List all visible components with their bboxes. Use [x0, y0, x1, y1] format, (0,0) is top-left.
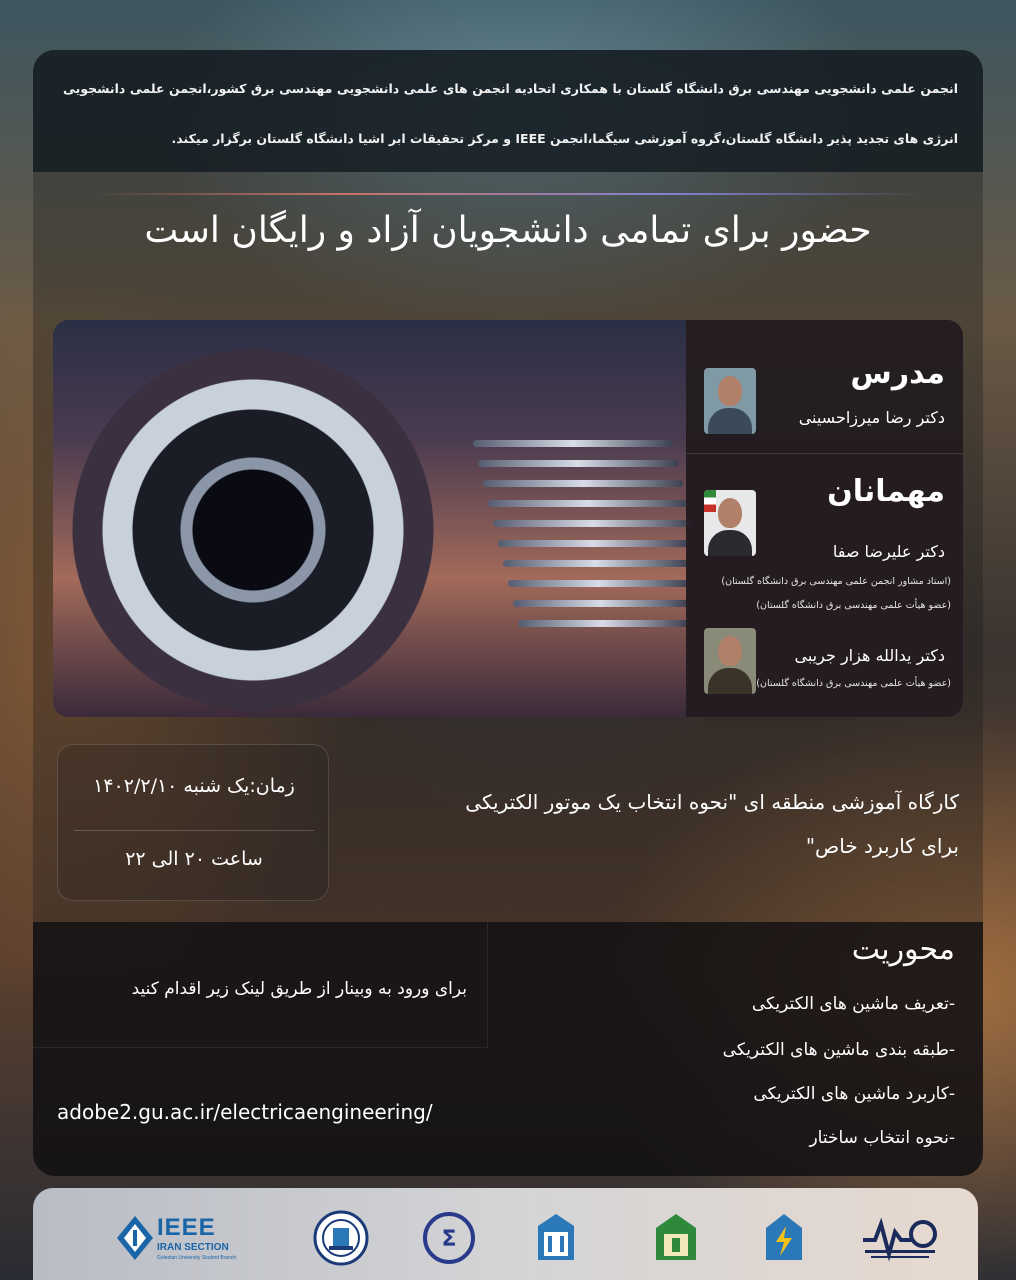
electric-motor-image — [53, 320, 686, 717]
webinar-box — [33, 922, 488, 1048]
speakers-panel — [686, 320, 963, 717]
ieee-section-label: IRAN SECTION — [157, 1242, 229, 1253]
time-box — [57, 744, 329, 901]
sigma-group-logo — [421, 1210, 477, 1266]
guest-2-photo — [704, 628, 756, 694]
organizers-header — [33, 50, 983, 172]
workshop-title-line-1: کارگاه آموزشی منطقه ای "نحوه انتخاب یک موتور الکتریکی — [465, 790, 959, 814]
workshop-title-line-2: برای کاربرد خاص" — [805, 834, 959, 858]
instructor-photo — [704, 368, 756, 434]
organizers-text: انجمن علمی دانشجویی مهندسی برق دانشگاه گلستان با همکاری اتحادیه انجمن های علمی دانشجویی مهندسی برق کشور،انجمن علمی دانشجویی انرژی های تجدید پذیر دانشگاه گلستان،گروه آموزشی سیگما،انجمن IEEE و مرکز تحقیقات ابر اشیا دانشگاه گلستان برگزار میکند. — [63, 81, 958, 146]
guest-2-note-1: (عضو هیأت علمی مهندسی برق دانشگاه گلستان) — [756, 678, 951, 689]
ieee-branch-label: Golestan University Student Branch — [157, 1255, 237, 1261]
bottom-section — [33, 922, 983, 1176]
guest-1-name: دکتر علیرضا صفا — [832, 542, 945, 561]
guest-1-note-2: (عضو هیأت علمی مهندسی برق دانشگاه گلستان) — [756, 600, 951, 611]
electrical-engineering-association-logo — [756, 1210, 812, 1266]
topic-item: -نحوه انتخاب ساختار — [809, 1128, 955, 1148]
svg-text:Σ: Σ — [441, 1227, 457, 1252]
sponsors-logos-bar — [33, 1188, 978, 1280]
ieee-wordmark: IEEE — [157, 1214, 216, 1241]
topics-heading: محوریت — [851, 932, 955, 967]
ieee-logo — [115, 1210, 245, 1266]
instructor-name: دکتر رضا میرزاحسینی — [798, 408, 945, 427]
instructor-heading: مدرس — [850, 356, 945, 391]
golestan-university-logo — [528, 1210, 584, 1266]
webinar-link[interactable]: adobe2.gu.ac.ir/electricaengineering/ — [57, 1100, 433, 1124]
national-student-association-logo — [861, 1210, 941, 1266]
topic-item: -طبقه بندی ماشین های الکتریکی — [722, 1040, 955, 1060]
topic-item: -تعریف ماشین های الکتریکی — [751, 994, 955, 1014]
guest-1-note-1: (استاد مشاور انجمن علمی مهندسی برق دانشگاه گلستان) — [721, 576, 951, 587]
event-hours: ساعت ۲۰ الی ۲۲ — [125, 848, 263, 870]
main-panel — [33, 50, 983, 1176]
guests-heading: مهمانان — [827, 474, 945, 509]
guest-2-name: دکتر یدالله هزار جریبی — [794, 646, 945, 665]
event-date: زمان:یک شنبه ۱۴۰۲/۲/۱۰ — [93, 775, 295, 797]
workshop-title — [339, 780, 959, 868]
renewable-energy-association-logo — [313, 1210, 369, 1266]
instructor-section — [686, 320, 963, 454]
guest-1-photo — [704, 490, 756, 556]
divider-line — [93, 193, 923, 195]
webinar-instruction: برای ورود به وبینار از طریق لینک زیر اقدام کنید — [131, 979, 467, 999]
attendance-title: حضور برای تمامی دانشجویان آزاد و رایگان است — [144, 210, 872, 251]
green-association-logo — [648, 1210, 704, 1266]
topic-item: -کاربرد ماشین های الکتریکی — [753, 1084, 955, 1104]
speakers-card — [53, 320, 963, 717]
